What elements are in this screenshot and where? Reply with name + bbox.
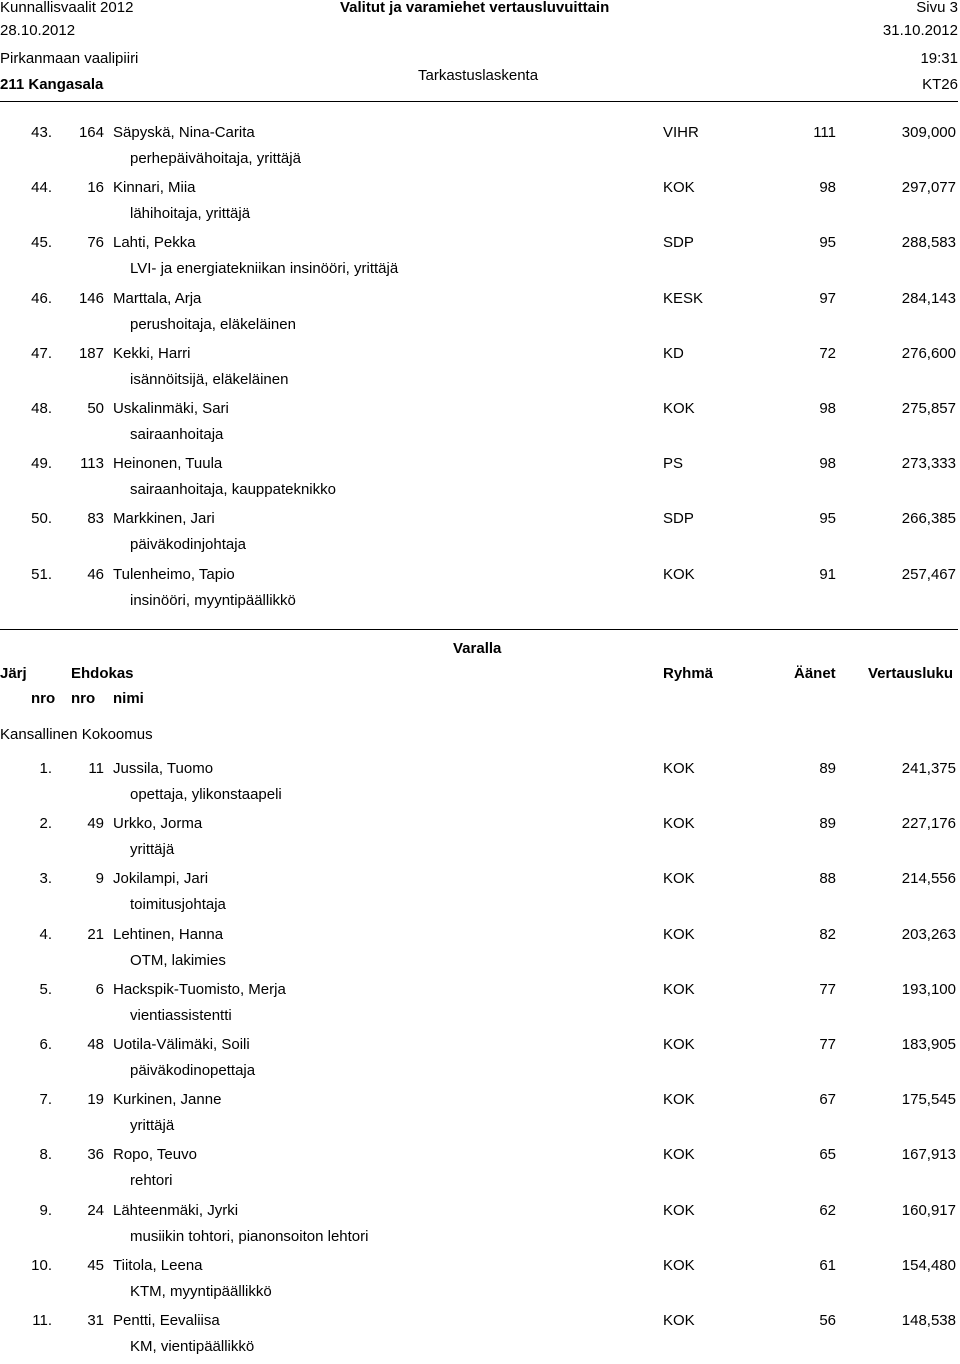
- candidate-name: Heinonen, Tuula: [113, 455, 223, 473]
- order-number: 2.: [39, 815, 52, 833]
- table-row: [0, 1036, 960, 1088]
- candidate-name: Lehtinen, Hanna: [113, 925, 224, 943]
- candidate-number: 48: [87, 1036, 104, 1053]
- order-number: 50.: [31, 510, 52, 528]
- print-date-left: 28.10.2012: [0, 22, 76, 39]
- comparison-number: 284,143: [901, 289, 956, 307]
- comparison-number: 227,176: [901, 815, 956, 833]
- vote-count: 82: [819, 925, 836, 943]
- candidate-occupation: opettaja, ylikonstaapeli: [130, 786, 282, 803]
- vote-count: 61: [819, 1256, 836, 1274]
- candidate-occupation: KTM, myyntipäällikkö: [130, 1282, 272, 1300]
- candidate-occupation: sairaanhoitaja: [130, 426, 224, 443]
- candidate-occupation: lähihoitaja, yrittäjä: [130, 205, 251, 223]
- candidate-name: Uotila-Välimäki, Soili: [113, 1036, 250, 1053]
- table-row: [0, 455, 960, 507]
- column-header-ehdokas: Ehdokas: [71, 665, 134, 682]
- order-number: 51.: [31, 565, 52, 583]
- comparison-number: 167,913: [901, 1146, 956, 1164]
- comparison-number: 175,545: [901, 1091, 956, 1109]
- group-abbreviation: PS: [663, 455, 684, 473]
- candidate-name: Lähteenmäki, Jyrki: [113, 1201, 239, 1219]
- table-row: [0, 566, 960, 618]
- order-number: 43.: [31, 124, 52, 141]
- candidate-occupation: yrittäjä: [130, 841, 175, 859]
- vote-count: 97: [819, 289, 836, 307]
- candidate-occupation: perhepäivähoitaja, yrittäjä: [130, 150, 301, 167]
- candidate-name: Tulenheimo, Tapio: [113, 565, 235, 583]
- candidate-occupation: vientiassistentti: [130, 1006, 232, 1024]
- column-header-jarj: Järj: [0, 665, 27, 682]
- party-name: Kansallinen Kokoomus: [0, 726, 153, 743]
- candidate-occupation: LVI- ja energiatekniikan insinööri, yrittäjä: [130, 260, 399, 278]
- election-name: Kunnallisvaalit 2012: [0, 0, 134, 16]
- vote-count: 88: [819, 870, 836, 888]
- reserve-divider: [0, 629, 958, 630]
- comparison-number: 203,263: [901, 925, 956, 943]
- table-row: [0, 1257, 960, 1309]
- group-abbreviation: KOK: [663, 980, 695, 998]
- group-abbreviation: VIHR: [663, 124, 699, 141]
- report-subtitle: Tarkastuslaskenta: [418, 67, 539, 84]
- candidate-name: Kekki, Harri: [113, 344, 191, 362]
- candidate-name: Kurkinen, Janne: [113, 1091, 222, 1109]
- vote-count: 77: [819, 1036, 836, 1053]
- print-date-right: 31.10.2012: [882, 22, 958, 39]
- candidate-number: 19: [87, 1091, 104, 1109]
- vote-count: 62: [819, 1201, 836, 1219]
- candidate-number: 50: [87, 400, 104, 417]
- vote-count: 72: [819, 344, 836, 362]
- table-row: [0, 1146, 960, 1198]
- comparison-number: 257,467: [901, 565, 956, 583]
- order-number: 11.: [32, 1312, 52, 1329]
- table-row: [0, 124, 960, 176]
- candidate-name: Jokilampi, Jari: [113, 870, 209, 888]
- comparison-number: 276,600: [901, 344, 956, 362]
- candidate-number: 146: [78, 289, 104, 307]
- table-row: [0, 179, 960, 231]
- candidate-occupation: sairaanhoitaja, kauppateknikko: [130, 481, 336, 499]
- vote-count: 89: [819, 760, 836, 777]
- candidate-number: 45: [87, 1256, 104, 1274]
- order-number: 3.: [39, 870, 52, 888]
- candidate-occupation: isännöitsijä, eläkeläinen: [130, 370, 289, 388]
- order-number: 9.: [39, 1201, 52, 1219]
- table-row: [0, 234, 960, 286]
- district-name: Pirkanmaan vaalipiiri: [0, 50, 139, 67]
- candidate-number: 187: [78, 344, 104, 362]
- comparison-number: 193,100: [901, 980, 956, 998]
- column-header-aanet: Äänet: [794, 665, 836, 682]
- vote-count: 98: [819, 455, 836, 473]
- candidate-name: Markkinen, Jari: [113, 510, 215, 528]
- vote-count: 111: [813, 124, 836, 141]
- candidate-number: 49: [87, 815, 104, 833]
- candidate-number: 83: [87, 510, 104, 528]
- group-abbreviation: KOK: [663, 1201, 695, 1219]
- candidate-occupation: musiikin tohtori, pianonsoiton lehtori: [130, 1227, 369, 1245]
- candidate-number: 113: [80, 455, 104, 473]
- order-number: 1.: [39, 760, 52, 777]
- group-abbreviation: KOK: [663, 925, 695, 943]
- candidate-number: 76: [87, 234, 104, 252]
- header-divider: [0, 101, 958, 102]
- group-abbreviation: KOK: [663, 1256, 695, 1274]
- vote-count: 91: [819, 565, 836, 583]
- vote-count: 65: [819, 1146, 836, 1164]
- candidate-number: 36: [87, 1146, 104, 1164]
- candidate-name: Tiitola, Leena: [113, 1256, 203, 1274]
- order-number: 47.: [31, 344, 52, 362]
- candidate-name: Hackspik-Tuomisto, Merja: [113, 980, 286, 998]
- candidate-occupation: perushoitaja, eläkeläinen: [130, 315, 296, 333]
- group-abbreviation: KESK: [663, 289, 704, 307]
- order-number: 7.: [39, 1091, 52, 1109]
- comparison-number: 309,000: [901, 124, 956, 141]
- comparison-number: 241,375: [901, 760, 956, 777]
- candidate-occupation: päiväkodinopettaja: [130, 1062, 256, 1079]
- candidate-number: 21: [87, 925, 104, 943]
- table-row: [0, 1202, 960, 1254]
- column-header-vertausluku: Vertausluku: [868, 665, 954, 682]
- group-abbreviation: KOK: [663, 1146, 695, 1164]
- table-row: [0, 926, 960, 978]
- order-number: 4.: [39, 925, 52, 943]
- group-abbreviation: KOK: [663, 565, 695, 583]
- candidate-occupation: KM, vientipäällikkö: [130, 1338, 255, 1355]
- order-number: 45.: [31, 234, 52, 252]
- order-number: 10.: [31, 1256, 52, 1274]
- candidate-occupation: insinööri, myyntipäällikkö: [130, 591, 296, 609]
- vote-count: 67: [819, 1091, 836, 1109]
- report-code: KT26: [922, 76, 958, 93]
- comparison-number: 273,333: [901, 455, 956, 473]
- candidate-number: 164: [78, 124, 104, 141]
- group-abbreviation: KOK: [663, 1091, 695, 1109]
- group-abbreviation: KOK: [663, 179, 695, 197]
- vote-count: 95: [819, 234, 836, 252]
- group-abbreviation: KOK: [663, 760, 695, 777]
- order-number: 46.: [31, 289, 52, 307]
- candidate-name: Pentti, Eevaliisa: [113, 1312, 220, 1329]
- candidate-name: Jussila, Tuomo: [113, 760, 214, 777]
- candidate-name: Lahti, Pekka: [113, 234, 196, 252]
- group-abbreviation: KOK: [663, 400, 695, 417]
- table-row: [0, 290, 960, 342]
- table-row: [0, 510, 960, 562]
- vote-count: 77: [819, 980, 836, 998]
- reserve-title: Varalla: [453, 640, 502, 657]
- column-header-ryhma: Ryhmä: [663, 665, 714, 682]
- order-number: 8.: [39, 1146, 52, 1164]
- order-number: 44.: [31, 179, 52, 197]
- candidate-occupation: OTM, lakimies: [130, 951, 226, 969]
- column-header-nro-candidate: nro: [71, 690, 96, 707]
- candidate-number: 9: [95, 870, 104, 888]
- page-number: Sivu 3: [916, 0, 958, 16]
- table-row: [0, 981, 960, 1033]
- vote-count: 98: [819, 179, 836, 197]
- comparison-number: 288,583: [901, 234, 956, 252]
- vote-count: 89: [819, 815, 836, 833]
- group-abbreviation: KOK: [663, 815, 695, 833]
- comparison-number: 160,917: [901, 1201, 956, 1219]
- candidate-name: Uskalinmäki, Sari: [113, 400, 229, 417]
- table-row: [0, 870, 960, 922]
- order-number: 5.: [39, 980, 52, 998]
- candidate-number: 16: [87, 179, 104, 197]
- candidate-occupation: rehtori: [130, 1172, 173, 1190]
- candidate-number: 6: [95, 980, 104, 998]
- comparison-number: 275,857: [901, 400, 956, 417]
- candidate-name: Säpyskä, Nina-Carita: [113, 124, 255, 141]
- comparison-number: 154,480: [901, 1256, 956, 1274]
- comparison-number: 297,077: [901, 179, 956, 197]
- order-number: 49.: [31, 455, 52, 473]
- report-title: Valitut ja varamiehet vertausluvuittain: [340, 0, 610, 16]
- group-abbreviation: SDP: [663, 234, 694, 252]
- comparison-number: 266,385: [901, 510, 956, 528]
- comparison-number: 148,538: [901, 1312, 956, 1329]
- candidate-name: Urkko, Jorma: [113, 815, 203, 833]
- vote-count: 56: [819, 1312, 836, 1329]
- candidate-name: Kinnari, Miia: [113, 179, 196, 197]
- candidate-occupation: yrittäjä: [130, 1117, 175, 1135]
- table-row: [0, 1312, 960, 1364]
- candidate-number: 46: [87, 565, 104, 583]
- comparison-number: 214,556: [901, 870, 956, 888]
- candidate-occupation: toimitusjohtaja: [130, 896, 226, 914]
- candidate-number: 31: [87, 1312, 104, 1329]
- print-time: 19:31: [920, 50, 958, 67]
- vote-count: 98: [819, 400, 836, 417]
- municipality-name: 211 Kangasala: [0, 76, 104, 93]
- candidate-number: 24: [87, 1201, 104, 1219]
- table-row: [0, 1091, 960, 1143]
- candidate-name: Ropo, Teuvo: [113, 1146, 197, 1164]
- table-row: [0, 345, 960, 397]
- order-number: 48.: [31, 400, 52, 417]
- comparison-number: 183,905: [901, 1036, 956, 1053]
- group-abbreviation: KOK: [663, 1036, 695, 1053]
- table-row: [0, 400, 960, 452]
- table-row: [0, 815, 960, 867]
- candidate-occupation: päiväkodinjohtaja: [130, 536, 246, 554]
- order-number: 6.: [39, 1036, 52, 1053]
- column-header-nro-order: nro: [31, 690, 56, 707]
- vote-count: 95: [819, 510, 836, 528]
- group-abbreviation: KD: [663, 344, 684, 362]
- group-abbreviation: KOK: [663, 870, 695, 888]
- table-row: [0, 760, 960, 812]
- candidate-number: 11: [88, 760, 104, 777]
- column-header-nimi: nimi: [113, 690, 144, 707]
- group-abbreviation: KOK: [663, 1312, 695, 1329]
- group-abbreviation: SDP: [663, 510, 694, 528]
- candidate-name: Marttala, Arja: [113, 289, 202, 307]
